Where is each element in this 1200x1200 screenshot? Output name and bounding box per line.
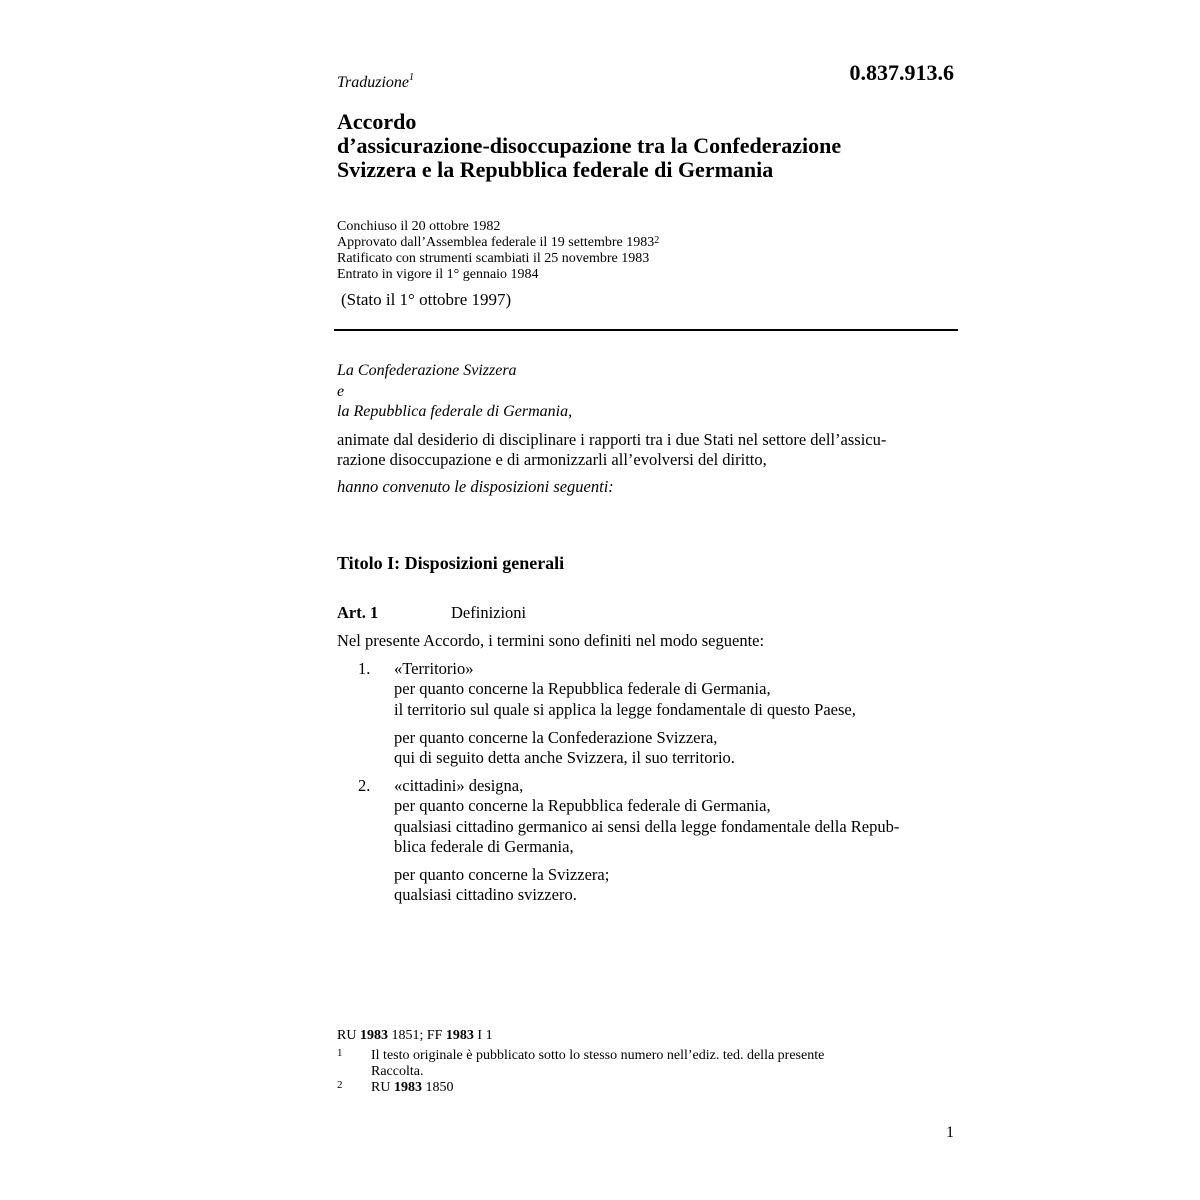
- article-number: Art. 1: [337, 603, 379, 622]
- document-number: 0.837.913.6: [849, 60, 954, 85]
- title-line-1: Accordo: [337, 109, 417, 134]
- footnote-2-text: [371, 1080, 453, 1096]
- in-force-date: Entrato in vigore il 1° gennaio 1984: [337, 267, 539, 282]
- article-title: Definizioni: [451, 603, 527, 622]
- list-item-line: per quanto concerne la Svizzera;: [394, 865, 610, 884]
- footnote-2-mark: 2: [337, 1079, 343, 1091]
- footnote-ref-1[interactable]: 1: [409, 72, 415, 83]
- list-item-line: il territorio sul quale si applica la legge fondamentale di questo Paese,: [394, 700, 856, 719]
- page-number: 1: [946, 1124, 954, 1141]
- status-date: (Stato il 1° ottobre 1997): [341, 290, 512, 309]
- footnote-2-page: 1850: [425, 1080, 454, 1095]
- list-item-line: qualsiasi cittadino svizzero.: [394, 885, 577, 904]
- source-ru-label: RU: [337, 1028, 357, 1043]
- list-item-line: per quanto concerne la Repubblica federale di Germania,: [394, 796, 771, 815]
- footnote-2-year: 1983: [393, 1080, 422, 1095]
- footnote-1-line-2: Raccolta.: [371, 1064, 424, 1079]
- source-ff-page: I 1: [477, 1028, 493, 1043]
- translation-label: [337, 74, 414, 92]
- concluded-date: Conchiuso il 20 ottobre 1982: [337, 219, 501, 234]
- source-ff-year: 1983: [445, 1028, 474, 1043]
- section-heading: Titolo I: Disposizioni generali: [337, 553, 565, 573]
- footnote-1-mark: 1: [337, 1047, 343, 1059]
- title-line-3: Svizzera e la Repubblica federale di Germania: [337, 157, 774, 182]
- list-item-term: «cittadini» designa,: [394, 776, 524, 795]
- approved-date-text: Approvato dall’Assemblea federale il 19 settembre 1983: [337, 235, 655, 250]
- list-item-number: 1.: [358, 659, 371, 678]
- list-item-line: blica federale di Germania,: [394, 837, 574, 856]
- preamble-party-1: La Confederazione Svizzera: [337, 362, 517, 379]
- list-item-line: per quanto concerne la Confederazione Svizzera,: [394, 728, 718, 747]
- preamble-recital-line-1: animate dal desiderio di disciplinare i rapporti tra i due Stati nel settore dell’assicu-: [337, 430, 887, 449]
- preamble-closing: hanno convenuto le disposizioni seguenti:: [337, 477, 614, 496]
- source-reference: [337, 1028, 493, 1044]
- translation-label-text: Traduzione: [337, 74, 410, 91]
- list-item-term: «Territorio»: [394, 659, 474, 678]
- list-item-number: 2.: [358, 776, 371, 795]
- article-intro: Nel presente Accordo, i termini sono definiti nel modo seguente:: [337, 631, 765, 650]
- preamble-conjunction: e: [337, 383, 345, 400]
- source-ru-year: 1983: [359, 1028, 388, 1043]
- list-item-line: per quanto concerne la Repubblica federale di Germania,: [394, 679, 771, 698]
- source-ru-page: 1851; FF: [391, 1028, 443, 1043]
- preamble-party-2: la Repubblica federale di Germania,: [337, 403, 573, 420]
- footnote-ref-2[interactable]: 2: [654, 235, 660, 246]
- footnote-1-line-1: Il testo originale è pubblicato sotto lo stesso numero nell’ediz. ted. della presente: [371, 1048, 825, 1063]
- preamble-recital-line-2: razione disoccupazione e di armonizzarli all’evolversi del diritto,: [337, 450, 767, 469]
- title-line-2: d’assicurazione-disoccupazione tra la Confederazione: [337, 133, 842, 158]
- ratified-date: Ratificato con strumenti scambiati il 25 novembre 1983: [337, 251, 650, 266]
- list-item-line: qui di seguito detta anche Svizzera, il suo territorio.: [394, 748, 735, 767]
- header-divider: [334, 329, 958, 331]
- approved-date: [337, 235, 659, 251]
- list-item-line: qualsiasi cittadino germanico ai sensi della legge fondamentale della Repub-: [394, 817, 900, 836]
- footnote-2-ru-label: RU: [371, 1080, 391, 1095]
